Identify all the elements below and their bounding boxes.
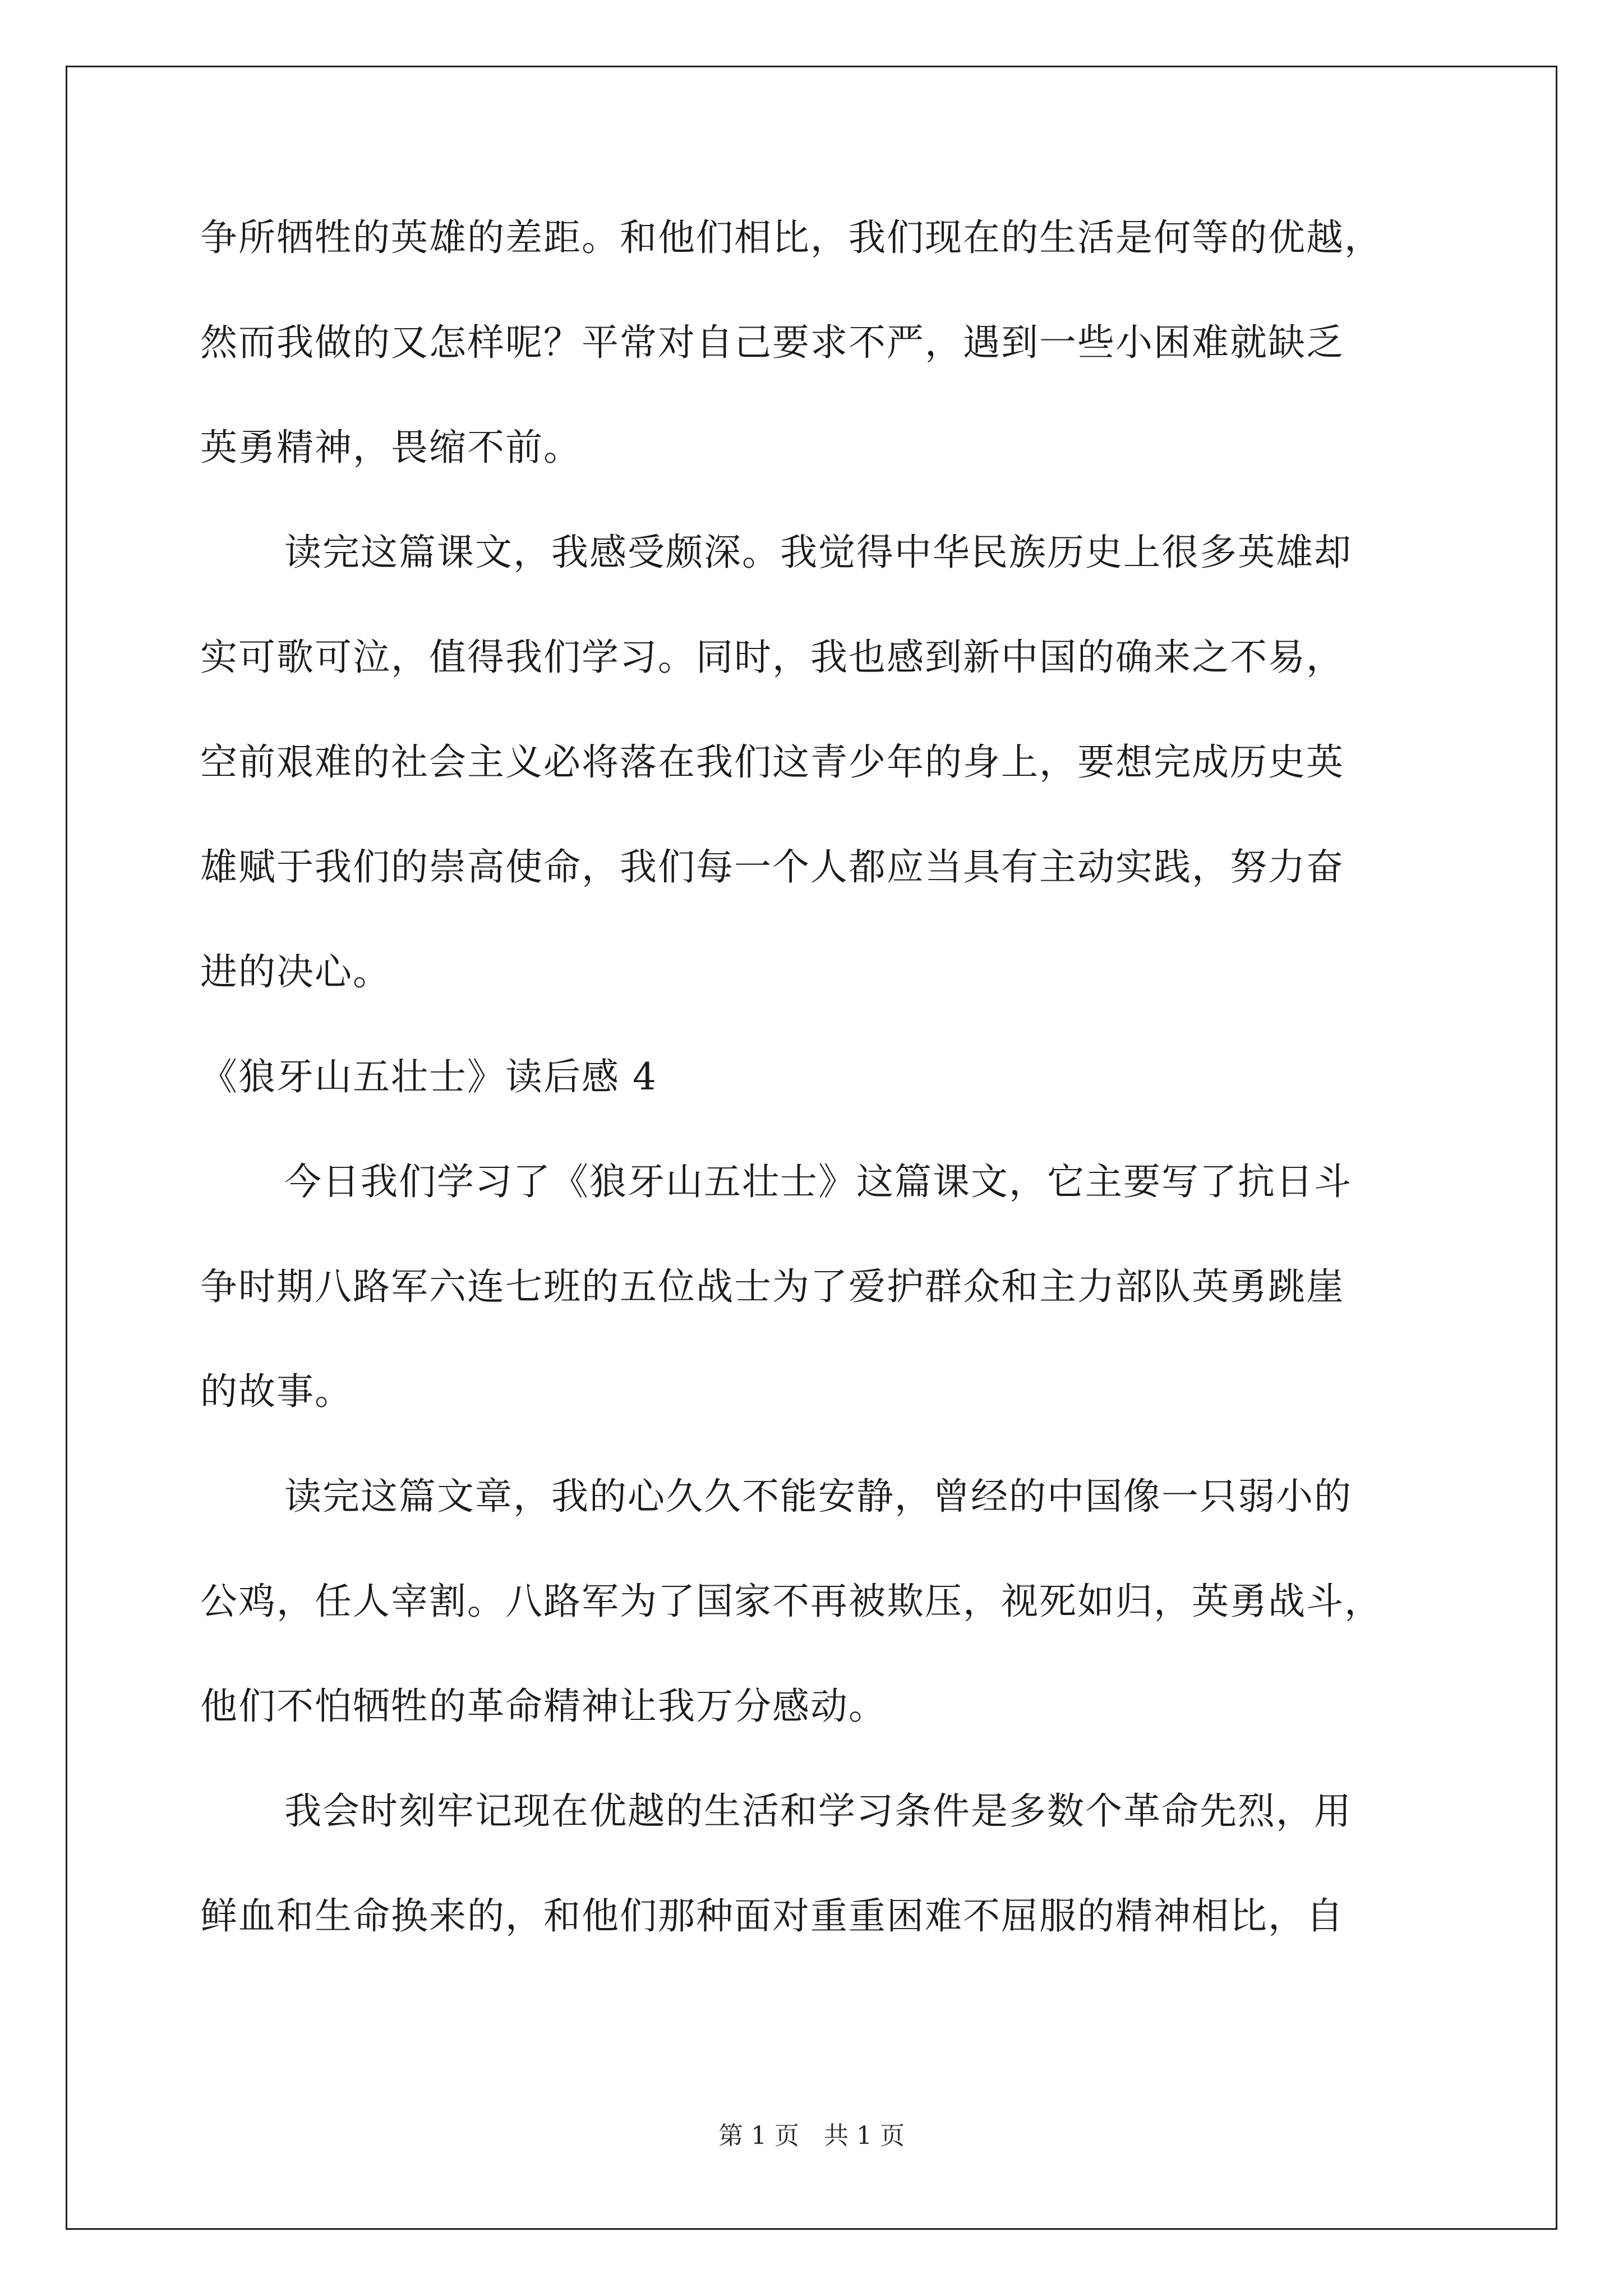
text-line: 英勇精神，畏缩不前。 <box>200 426 582 469</box>
text-line: 实可歌可泣，值得我们学习。同时，我也感到新中国的确来之不易， <box>200 636 1344 679</box>
text-line: 争时期八路军六连七班的五位战士为了爱护群众和主力部队英勇跳崖 <box>200 1265 1344 1308</box>
page-footer <box>0 2119 1623 2153</box>
text-line: 他们不怕牺牲的革命精神让我万分感动。 <box>200 1685 887 1728</box>
text-line: 争所牺牲的英雄的差距。和他们相比，我们现在的生活是何等的优越， <box>200 216 1382 259</box>
page-total: 共 1 页 <box>824 2122 905 2150</box>
text-line: 雄赋于我们的崇高使命，我们每一个人都应当具有主动实践，努力奋 <box>200 845 1344 889</box>
paragraph-start-line: 我会时刻牢记现在优越的生活和学习条件是多数个革命先烈，用 <box>284 1789 1352 1833</box>
text-line: 鲜血和生命换来的，和他们那种面对重重困难不屈服的精神相比，自 <box>200 1894 1344 1938</box>
text-line: 公鸡，任人宰割。八路军为了国家不再被欺压，视死如归，英勇战斗， <box>200 1580 1382 1623</box>
text-line: 空前艰难的社会主义必将落在我们这青少年的身上，要想完成历史英 <box>200 740 1344 784</box>
paragraph-start-line: 读完这篇课文，我感受颇深。我觉得中华民族历史上很多英雄却 <box>284 531 1352 574</box>
text-line: 然而我做的又怎样呢？平常对自己要求不严，遇到一些小困难就缺乏 <box>200 321 1344 364</box>
paragraph-start-line: 读完这篇文章，我的心久久不能安静，曾经的中国像一只弱小的 <box>284 1475 1352 1518</box>
page-number: 第 1 页 <box>718 2122 799 2150</box>
section-heading: 《狼牙山五壮士》读后感 4 <box>200 1055 657 1098</box>
paragraph-start-line: 今日我们学习了《狼牙山五壮士》这篇课文，它主要写了抗日斗 <box>284 1160 1352 1203</box>
document-body <box>200 185 1423 1968</box>
text-line: 的故事。 <box>200 1370 353 1413</box>
text-line: 进的决心。 <box>200 950 391 993</box>
